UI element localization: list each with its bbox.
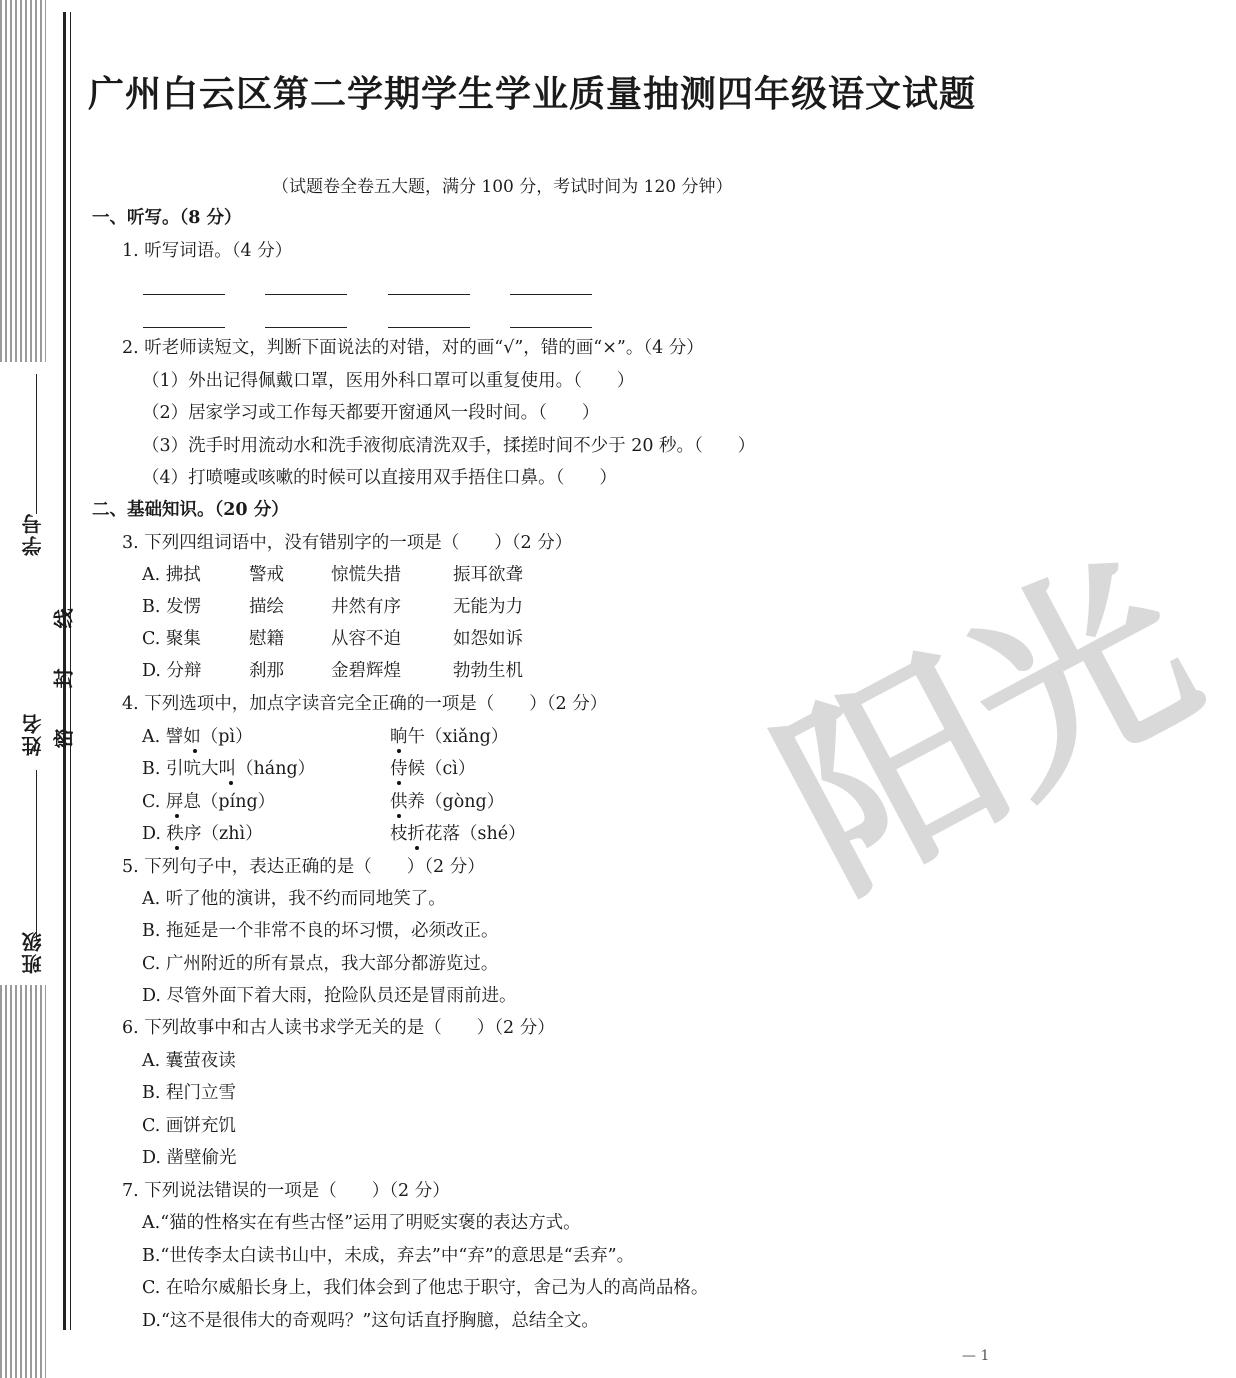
emphasis-dot xyxy=(222,758,240,780)
student-id-line xyxy=(36,374,37,514)
q3-word: 慰籍 xyxy=(249,629,284,649)
q2-item: （3）洗手时用流动水和洗手液彻底清洗双手，揉搓时间不少于 20 秒。（ ） xyxy=(142,436,756,456)
dictation-blank[interactable] xyxy=(265,327,347,328)
seal-feng: 封 xyxy=(51,668,76,689)
q3-word: D. 分辩 xyxy=(142,661,202,681)
q4-item: D. 秩序（zhì） xyxy=(142,824,263,844)
q4-option-b xyxy=(142,758,476,780)
student-id-label: 学号 xyxy=(21,512,45,556)
page-title: 广州白云区第二学期学生学业质量抽测四年级语文试题 xyxy=(88,73,977,115)
q6-option: C. 画饼充饥 xyxy=(142,1116,236,1136)
question-6: 6. 下列故事中和古人读书求学无关的是（ ）（2 分） xyxy=(122,1018,555,1038)
q3-word: 刹那 xyxy=(249,661,284,681)
q3-word: A. 拂拭 xyxy=(142,565,201,585)
emphasis-dot xyxy=(390,758,408,780)
class-label: 班级 xyxy=(21,930,45,974)
dictation-blank[interactable] xyxy=(510,294,592,295)
q7-option: D.“这不是很伟大的奇观吗？”这句话直抒胸臆，总结全文。 xyxy=(142,1311,599,1331)
q3-word: 描绘 xyxy=(249,597,284,617)
section-2-heading: 二、基础知识。（20 分） xyxy=(92,500,289,520)
question-2: 2. 听老师读短文，判断下面说法的对错，对的画“√”，错的画“×”。（4 分） xyxy=(122,338,704,358)
q6-option: A. 囊萤夜读 xyxy=(142,1051,236,1071)
q4-option-c xyxy=(142,791,505,813)
class-line xyxy=(36,870,37,930)
q6-option: D. 凿壁偷光 xyxy=(142,1148,237,1168)
q2-item: （1）外出记得佩戴口罩，医用外科口罩可以重复使用。（ ） xyxy=(142,371,635,391)
section-1-heading: 一、听写。（8 分） xyxy=(92,208,242,228)
q3-word: 如怨如诉 xyxy=(453,629,523,649)
dictation-blank[interactable] xyxy=(265,294,347,295)
q2-item: （4）打喷嚏或咳嗽的时候可以直接用双手捂住口鼻。（ ） xyxy=(142,468,617,488)
q7-option: C. 在哈尔威船长身上，我们体会到了他忠于职守，舍己为人的高尚品格。 xyxy=(142,1278,709,1298)
exam-info: （试题卷全卷五大题，满分 100 分，考试时间为 120 分钟） xyxy=(272,177,733,197)
q4-item: 枝折花落（shé） xyxy=(390,824,526,844)
q3-word: 振耳欲聋 xyxy=(453,565,523,585)
q3-word: 勃勃生机 xyxy=(453,661,523,681)
dictation-blank[interactable] xyxy=(143,294,225,295)
q4-item: A. 譬如（pì） xyxy=(142,727,253,747)
question-4: 4. 下列选项中，加点字读音完全正确的一项是（ ）（2 分） xyxy=(122,694,608,714)
dictation-blank[interactable] xyxy=(388,294,470,295)
emphasis-dot xyxy=(408,823,426,845)
q4-option-d xyxy=(142,823,526,845)
q5-option: B. 拖延是一个非常不良的坏习惯，必须改正。 xyxy=(142,921,499,941)
q4-option-a xyxy=(142,726,509,748)
q3-word: C. 聚集 xyxy=(142,629,201,649)
question-1: 1. 听写词语。（4 分） xyxy=(122,241,293,261)
q7-option: A.“猫的性格实在有些古怪”运用了明贬实褒的表达方式。 xyxy=(142,1213,581,1233)
q3-word: 惊慌失措 xyxy=(331,565,401,585)
binding-stripes-top xyxy=(0,0,46,362)
watermark: 阳光 xyxy=(745,519,1232,934)
q5-option: D. 尽管外面下着大雨，抢险队员还是冒雨前进。 xyxy=(142,986,517,1006)
q3-word: B. 发愣 xyxy=(142,597,201,617)
dictation-blank[interactable] xyxy=(510,327,592,328)
q3-word: 井然有序 xyxy=(331,597,401,617)
q4-item: 晌午（xiǎng） xyxy=(390,727,509,747)
q4-item: C. 屏息（píng） xyxy=(142,792,276,812)
q5-option: C. 广州附近的所有景点，我大部分都游览过。 xyxy=(142,954,499,974)
seal-mi: 密 xyxy=(51,728,76,749)
question-7: 7. 下列说法错误的一项是（ ）（2 分） xyxy=(122,1181,450,1201)
emphasis-dot xyxy=(390,791,408,813)
q3-option-c xyxy=(142,628,523,650)
q5-option: A. 听了他的演讲，我不约而同地笑了。 xyxy=(142,889,446,909)
seal-xian: 线 xyxy=(51,608,76,629)
q3-option-d xyxy=(142,660,523,682)
emphasis-dot xyxy=(186,726,204,748)
dictation-blank[interactable] xyxy=(143,327,225,328)
q3-option-a xyxy=(142,564,523,586)
emphasis-dot xyxy=(168,791,186,813)
q2-item: （2）居家学习或工作每天都要开窗通风一段时间。（ ） xyxy=(142,403,600,423)
question-5: 5. 下列句子中，表达正确的是（ ）（2 分） xyxy=(122,857,485,877)
q4-item: B. 引吭大叫（háng） xyxy=(142,759,316,779)
q3-word: 金碧辉煌 xyxy=(331,661,401,681)
q3-option-b xyxy=(142,596,523,618)
name-label: 姓名 xyxy=(21,712,45,756)
q3-word: 无能为力 xyxy=(453,597,523,617)
q3-word: 从容不迫 xyxy=(331,629,401,649)
question-3: 3. 下列四组词语中，没有错别字的一项是（ ）（2 分） xyxy=(122,533,573,553)
q6-option: B. 程门立雪 xyxy=(142,1083,236,1103)
q4-item: 供养（gòng） xyxy=(390,792,505,812)
emphasis-dot xyxy=(390,726,408,748)
q7-option: B.“世传李太白读书山中，未成，弃去”中“弃”的意思是“丢弃”。 xyxy=(142,1246,635,1266)
q4-item: 侍候（cì） xyxy=(390,759,476,779)
binding-stripes-bottom xyxy=(0,985,46,1378)
dictation-blank[interactable] xyxy=(388,327,470,328)
page-number: — 1 xyxy=(962,1348,990,1364)
q3-word: 警戒 xyxy=(249,565,284,585)
emphasis-dot xyxy=(168,823,186,845)
